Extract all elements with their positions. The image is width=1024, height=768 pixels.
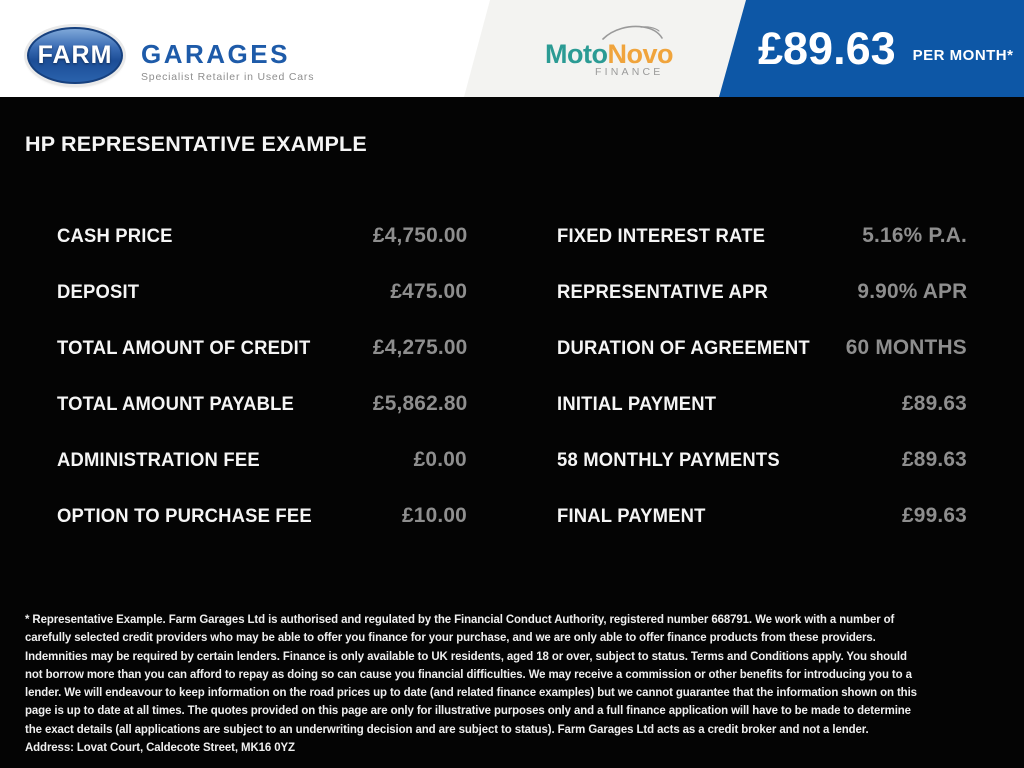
row-value: £0.00 — [413, 447, 467, 471]
motonovo-moto-text: Moto — [545, 39, 608, 69]
row-label: INITIAL PAYMENT — [557, 394, 717, 415]
motonovo-novo-text: Novo — [607, 39, 673, 69]
row-label: FIXED INTEREST RATE — [557, 226, 766, 247]
monthly-price-block — [758, 0, 1013, 97]
table-row — [57, 223, 467, 282]
row-label: TOTAL AMOUNT PAYABLE — [57, 394, 295, 415]
farm-logo-name: GARAGES — [141, 39, 290, 69]
row-label: 58 MONTHLY PAYMENTS — [557, 450, 780, 471]
table-row — [57, 335, 467, 394]
monthly-price-amount: £89.63 — [758, 22, 896, 74]
row-value: 5.16% P.A. — [862, 223, 967, 247]
row-value: £89.63 — [902, 447, 967, 471]
row-label: DEPOSIT — [57, 282, 140, 303]
table-row — [557, 223, 967, 282]
legal-disclaimer-text: * Representative Example. Farm Garages Ltd is authorised and regulated by the Financial Conduct Authority, registered number 668791. We work with a number of carefully selected credit providers who may be able to offer you finance for your purchase, and we are only able to offer finance products from these providers. Indemnities may be required by certain lenders. Finance is only available to UK residents, aged 18 or over, subject to status. Terms and Conditions apply. You should not borrow more than you can afford to repay as doing so can cause you financial difficulties. We may receive a commission or other benefits for introducing you to a lender. We will endeavour to keep information on the road prices up to date (and related finance examples) but we cannot guarantee that the information shown on this page is up to date at all times. The quotes provided on this page are only for illustrative purposes only and a full finance application will have to be made to determine the exact details (all applications are subject to an underwriting decision and are subject to status). Farm Garages Ltd acts as a credit broker and not a lender. Address: Lovat Court, Caldecote Street, MK16 0YZ — [25, 614, 917, 755]
farm-logo-tagline: Specialist Retailer in Used Cars — [141, 71, 315, 83]
row-value: £475.00 — [390, 279, 467, 303]
table-row — [57, 391, 467, 450]
farm-garages-logo — [27, 27, 314, 84]
page-title: HP REPRESENTATIVE EXAMPLE — [25, 132, 367, 156]
motonovo-finance-label: FINANCE — [595, 66, 664, 78]
row-label: ADMINISTRATION FEE — [57, 450, 260, 471]
motonovo-wordmark — [545, 41, 673, 68]
table-row — [557, 447, 967, 506]
farm-logo-text — [141, 41, 314, 83]
table-row — [557, 391, 967, 450]
farm-logo-oval-text: FARM — [37, 41, 113, 69]
farm-logo-oval — [27, 27, 123, 84]
table-row — [557, 335, 967, 394]
table-row — [557, 279, 967, 338]
table-row — [57, 279, 467, 338]
finance-table-left-column — [57, 223, 467, 562]
header-banner — [0, 0, 1024, 97]
table-row — [557, 503, 967, 562]
row-label: FINAL PAYMENT — [557, 506, 706, 527]
row-label: REPRESENTATIVE APR — [557, 282, 769, 303]
row-value: £4,275.00 — [372, 335, 467, 359]
row-value: £4,750.00 — [372, 223, 467, 247]
row-value: 60 MONTHS — [845, 335, 967, 359]
row-value: £10.00 — [402, 503, 467, 527]
row-value: £5,862.80 — [372, 391, 467, 415]
row-label: OPTION TO PURCHASE FEE — [57, 506, 312, 527]
table-row — [57, 503, 467, 562]
row-label: DURATION OF AGREEMENT — [557, 338, 810, 359]
table-row — [57, 447, 467, 506]
monthly-price-period: PER MONTH* — [912, 47, 1014, 64]
finance-table-right-column — [557, 223, 967, 562]
row-value: £89.63 — [902, 391, 967, 415]
row-value: £99.63 — [902, 503, 967, 527]
row-label: TOTAL AMOUNT OF CREDIT — [57, 338, 311, 359]
row-value: 9.90% APR — [857, 279, 967, 303]
row-label: CASH PRICE — [57, 226, 173, 247]
